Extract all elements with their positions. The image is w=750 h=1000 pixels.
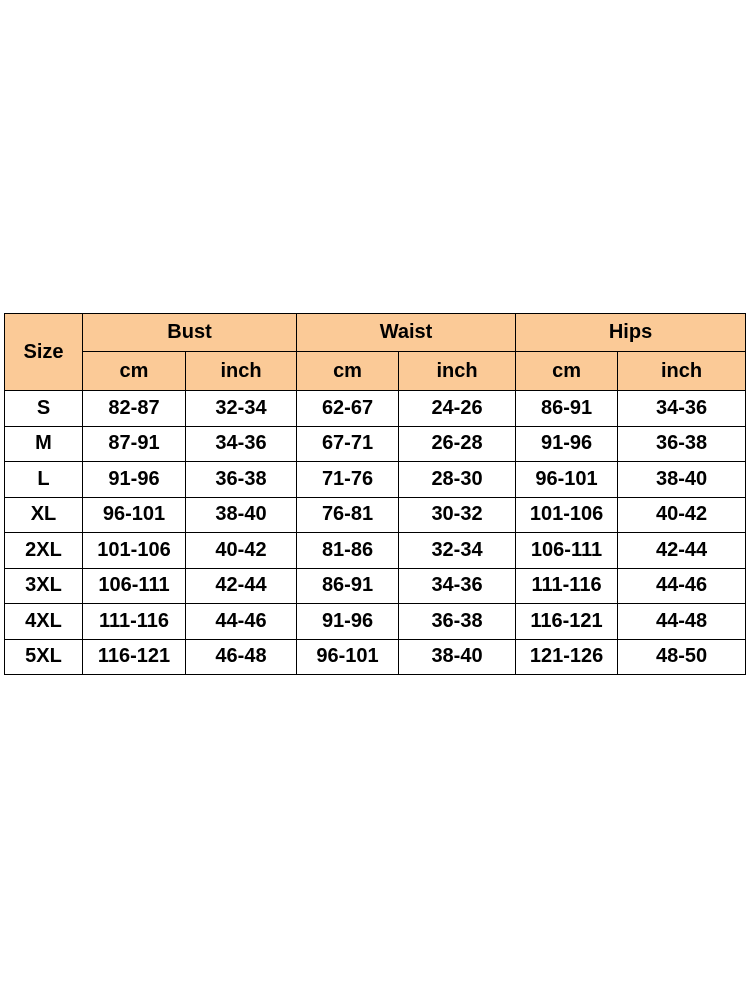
hips-cm-cell: 96-101 [516, 462, 618, 498]
header-group-row [5, 314, 746, 352]
bust-cm-cell: 96-101 [83, 497, 186, 533]
waist-cm-cell: 91-96 [297, 604, 399, 640]
hips-inch-cell: 44-48 [618, 604, 746, 640]
size-column-header: Size [5, 314, 83, 391]
waist-cm-cell: 62-67 [297, 391, 399, 427]
hips-inch-cell: 42-44 [618, 533, 746, 569]
waist-cm-cell: 86-91 [297, 568, 399, 604]
hips-cm-cell: 116-121 [516, 604, 618, 640]
waist-inch-cell: 38-40 [399, 639, 516, 675]
waist-inch-header: inch [399, 352, 516, 391]
bust-group-header: Bust [83, 314, 297, 352]
size-label-cell: 2XL [5, 533, 83, 569]
size-label-cell: 4XL [5, 604, 83, 640]
bust-inch-cell: 44-46 [186, 604, 297, 640]
table-row [5, 568, 746, 604]
waist-inch-cell: 34-36 [399, 568, 516, 604]
hips-inch-cell: 36-38 [618, 426, 746, 462]
size-label-cell: L [5, 462, 83, 498]
waist-cm-cell: 76-81 [297, 497, 399, 533]
table-row [5, 604, 746, 640]
size-label-cell: M [5, 426, 83, 462]
size-label-cell: 3XL [5, 568, 83, 604]
bust-inch-cell: 34-36 [186, 426, 297, 462]
hips-cm-cell: 106-111 [516, 533, 618, 569]
size-label-cell: XL [5, 497, 83, 533]
waist-group-header: Waist [297, 314, 516, 352]
bust-inch-cell: 46-48 [186, 639, 297, 675]
waist-inch-cell: 28-30 [399, 462, 516, 498]
hips-inch-header: inch [618, 352, 746, 391]
waist-cm-cell: 81-86 [297, 533, 399, 569]
hips-inch-cell: 44-46 [618, 568, 746, 604]
bust-inch-header: inch [186, 352, 297, 391]
size-table-body [5, 391, 746, 675]
hips-group-header: Hips [516, 314, 746, 352]
waist-inch-cell: 32-34 [399, 533, 516, 569]
bust-inch-cell: 40-42 [186, 533, 297, 569]
waist-cm-header: cm [297, 352, 399, 391]
bust-cm-cell: 91-96 [83, 462, 186, 498]
bust-cm-cell: 87-91 [83, 426, 186, 462]
hips-inch-cell: 40-42 [618, 497, 746, 533]
hips-cm-header: cm [516, 352, 618, 391]
table-row [5, 391, 746, 427]
waist-cm-cell: 96-101 [297, 639, 399, 675]
waist-inch-cell: 36-38 [399, 604, 516, 640]
waist-inch-cell: 24-26 [399, 391, 516, 427]
bust-inch-cell: 38-40 [186, 497, 297, 533]
waist-cm-cell: 67-71 [297, 426, 399, 462]
table-row [5, 533, 746, 569]
waist-inch-cell: 30-32 [399, 497, 516, 533]
bust-inch-cell: 32-34 [186, 391, 297, 427]
waist-cm-cell: 71-76 [297, 462, 399, 498]
size-chart-table [4, 313, 746, 675]
bust-cm-cell: 106-111 [83, 568, 186, 604]
hips-inch-cell: 48-50 [618, 639, 746, 675]
bust-inch-cell: 36-38 [186, 462, 297, 498]
size-label-cell: 5XL [5, 639, 83, 675]
hips-cm-cell: 101-106 [516, 497, 618, 533]
bust-cm-header: cm [83, 352, 186, 391]
bust-cm-cell: 116-121 [83, 639, 186, 675]
hips-cm-cell: 121-126 [516, 639, 618, 675]
bust-cm-cell: 101-106 [83, 533, 186, 569]
bust-cm-cell: 111-116 [83, 604, 186, 640]
size-label-cell: S [5, 391, 83, 427]
hips-inch-cell: 34-36 [618, 391, 746, 427]
bust-cm-cell: 82-87 [83, 391, 186, 427]
table-row [5, 497, 746, 533]
hips-cm-cell: 86-91 [516, 391, 618, 427]
table-row [5, 462, 746, 498]
table-row [5, 426, 746, 462]
hips-cm-cell: 111-116 [516, 568, 618, 604]
header-unit-row [5, 352, 746, 391]
table-row [5, 639, 746, 675]
hips-inch-cell: 38-40 [618, 462, 746, 498]
waist-inch-cell: 26-28 [399, 426, 516, 462]
bust-inch-cell: 42-44 [186, 568, 297, 604]
hips-cm-cell: 91-96 [516, 426, 618, 462]
